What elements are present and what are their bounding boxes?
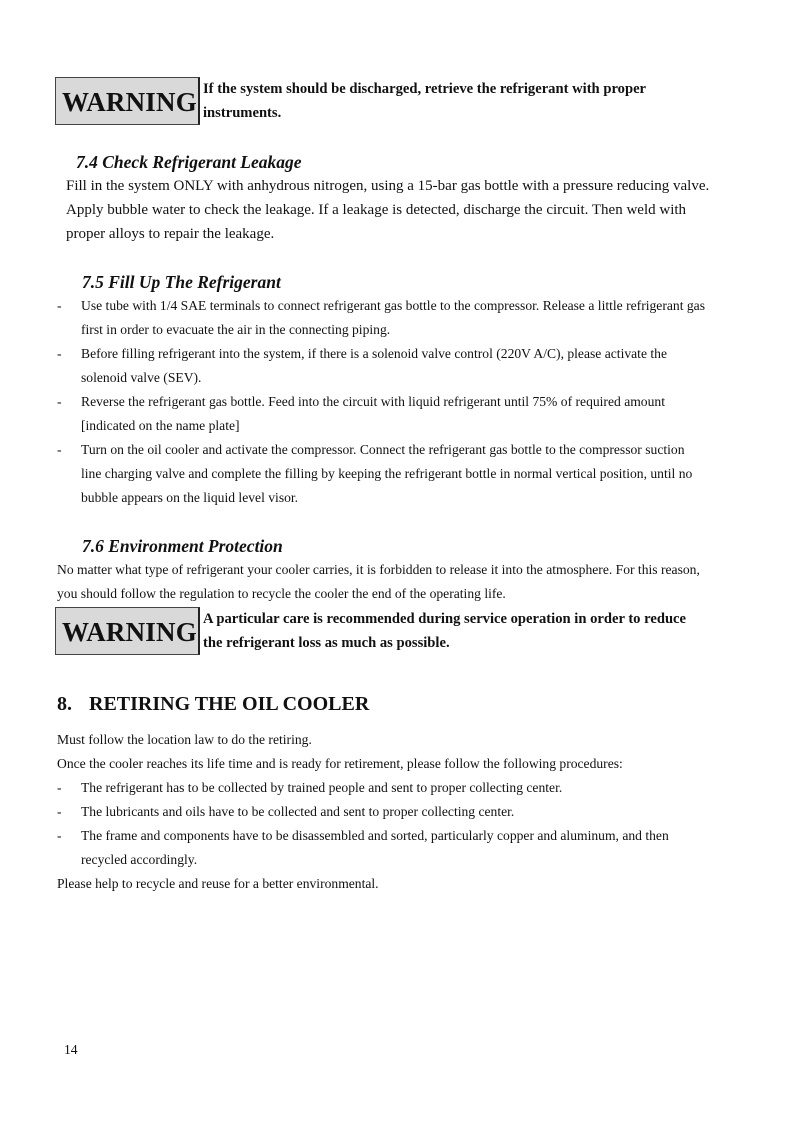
warning-line: instruments. [203,105,282,121]
section-7-6-body [57,558,700,606]
warning-box: WARNING [55,77,200,125]
list-dash: - [57,298,62,313]
list-dash: - [57,346,62,361]
text-line: solenoid valve (SEV). [81,370,202,385]
list-dash: - [57,804,62,819]
text-line: Must follow the location law to do the retiring. [57,732,312,747]
list-dash: - [57,828,62,843]
text-line: The frame and components have to be disassembled and sorted, particularly copper and aluminum, and then [81,828,669,843]
text-line: proper alloys to repair the leakage. [66,226,275,242]
text-line: No matter what type of refrigerant your cooler carries, it is forbidden to release it into the atmosphere. For this reason, [57,562,700,577]
section-number: 8. [57,693,72,715]
warning-line: the refrigerant loss as much as possible. [203,635,450,651]
section-7-4-body [66,174,709,246]
text-line: bubble appears on the liquid level visor. [81,490,299,505]
warning-text [203,77,763,125]
warning-line: If the system should be discharged, retrieve the refrigerant with proper [203,81,647,97]
text-line: The refrigerant has to be collected by trained people and sent to proper collecting center. [81,780,563,795]
list-dash: - [57,442,62,457]
closing-line: Please help to recycle and reuse for a better environmental. [57,876,379,891]
list-dash: - [57,780,62,795]
text-line: Before filling refrigerant into the system, if there is a solenoid valve control (220V A/C), please activate the [81,346,667,361]
text-line: Reverse the refrigerant gas bottle. Feed into the circuit with liquid refrigerant until 75% of required amount [81,394,665,409]
page-number: 14 [64,1042,78,1057]
warning-box: WARNING [55,607,200,655]
text-line: Apply bubble water to check the leakage. If a leakage is detected, discharge the circuit. Then weld with [66,202,687,218]
text-line: Use tube with 1/4 SAE terminals to connect refrigerant gas bottle to the compressor. Release a little refrigerant gas [81,298,705,313]
section-heading-7-4: 7.4 Check Refrigerant Leakage [76,152,302,172]
text-line: The lubricants and oils have to be collected and sent to proper collecting center. [81,804,515,819]
section-heading-7-5: 7.5 Fill Up The Refrigerant [82,272,281,292]
text-line: Fill in the system ONLY with anhydrous nitrogen, using a 15-bar gas bottle with a pressure reducing valve. [66,178,710,194]
section-8-intro [57,728,623,776]
text-line: first in order to evacuate the air in the connecting piping. [81,322,391,337]
text-line: you should follow the regulation to recycle the cooler the end of the operating life. [57,586,506,601]
text-line: recycled accordingly. [81,852,198,867]
list-dash: - [57,394,62,409]
warning-text [203,607,763,655]
text-line: line charging valve and complete the filling by keeping the refrigerant bottle in normal vertical position, until no [81,466,693,481]
warning-line: A particular care is recommended during service operation in order to reduce [203,611,687,627]
section-title: RETIRING THE OIL COOLER [89,693,370,715]
section-heading-8 [57,690,369,718]
text-line: Turn on the oil cooler and activate the compressor. Connect the refrigerant gas bottle to the compressor suction [81,442,685,457]
text-line: [indicated on the name plate] [81,418,240,433]
section-heading-7-6: 7.6 Environment Protection [82,536,283,556]
text-line: Once the cooler reaches its life time and is ready for retirement, please follow the following procedures: [57,756,623,771]
